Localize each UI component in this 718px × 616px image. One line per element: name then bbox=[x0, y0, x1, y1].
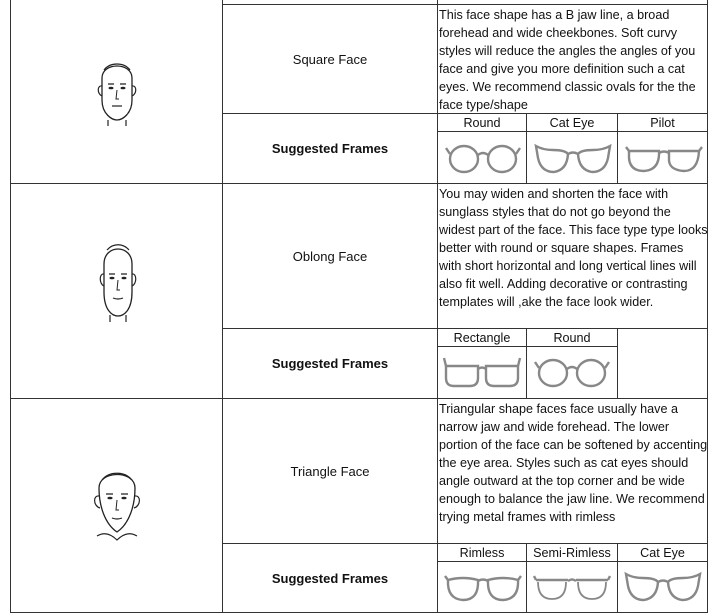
square-face-icon bbox=[92, 56, 142, 126]
suggested-frames-label: Suggested Frames bbox=[271, 356, 389, 371]
face-shape-name: Square Face bbox=[292, 52, 368, 67]
oblong-face-icon bbox=[93, 240, 143, 322]
pilot-glasses-icon bbox=[624, 138, 704, 178]
rimless-glasses-icon bbox=[443, 566, 523, 606]
frame-label: Pilot bbox=[650, 116, 675, 130]
round-glasses-icon bbox=[444, 138, 522, 178]
triangle-face-icon bbox=[89, 466, 145, 544]
cat-eye-glasses-icon bbox=[533, 138, 613, 178]
face-shape-description: You may widen and shorten the face with sunglass styles that do not go beyond the widest part of the face. This face type type looks better with round or square shapes. Frames with short horizontal and long vertical lines will also fit well. Adding decorative or contrasting templates will ,ake the face look wider. bbox=[439, 187, 708, 309]
frame-label: Round bbox=[463, 116, 501, 130]
frame-label: Cat Eye bbox=[549, 116, 595, 130]
face-shape-description: This face shape has a B jaw line, a broad forehead and wide cheekbones. Soft curvy styles will reduce the angles the angles of you face and give you more definition such a cat eyes. We recommend classic ovals for the the face type/shape bbox=[439, 8, 696, 112]
face-shape-name: Oblong Face bbox=[292, 249, 368, 264]
suggested-frames-label: Suggested Frames bbox=[271, 571, 389, 586]
cat-eye-glasses-icon bbox=[623, 566, 703, 606]
frame-label: Rimless bbox=[459, 546, 505, 560]
frame-label: Semi-Rimless bbox=[533, 546, 611, 560]
frame-label: Rectangle bbox=[453, 331, 511, 345]
round-glasses-icon bbox=[533, 352, 611, 392]
frame-label: Cat Eye bbox=[640, 546, 685, 560]
semi-rimless-glasses-icon bbox=[532, 566, 612, 606]
frame-label: Round bbox=[553, 331, 591, 345]
face-shape-name: Triangle Face bbox=[290, 464, 370, 479]
suggested-frames-label: Suggested Frames bbox=[271, 141, 389, 156]
face-shape-description: Triangular shape faces face usually have a narrow jaw and wide forehead. The lower portion of the face can be softened by accenting the eye area. Styles such as cat eyes should angle outward at the top corner and be wide enough to balance the jaw line. We recommend trying metal frames with rimless bbox=[439, 402, 708, 524]
rectangle-glasses-icon bbox=[442, 352, 522, 392]
